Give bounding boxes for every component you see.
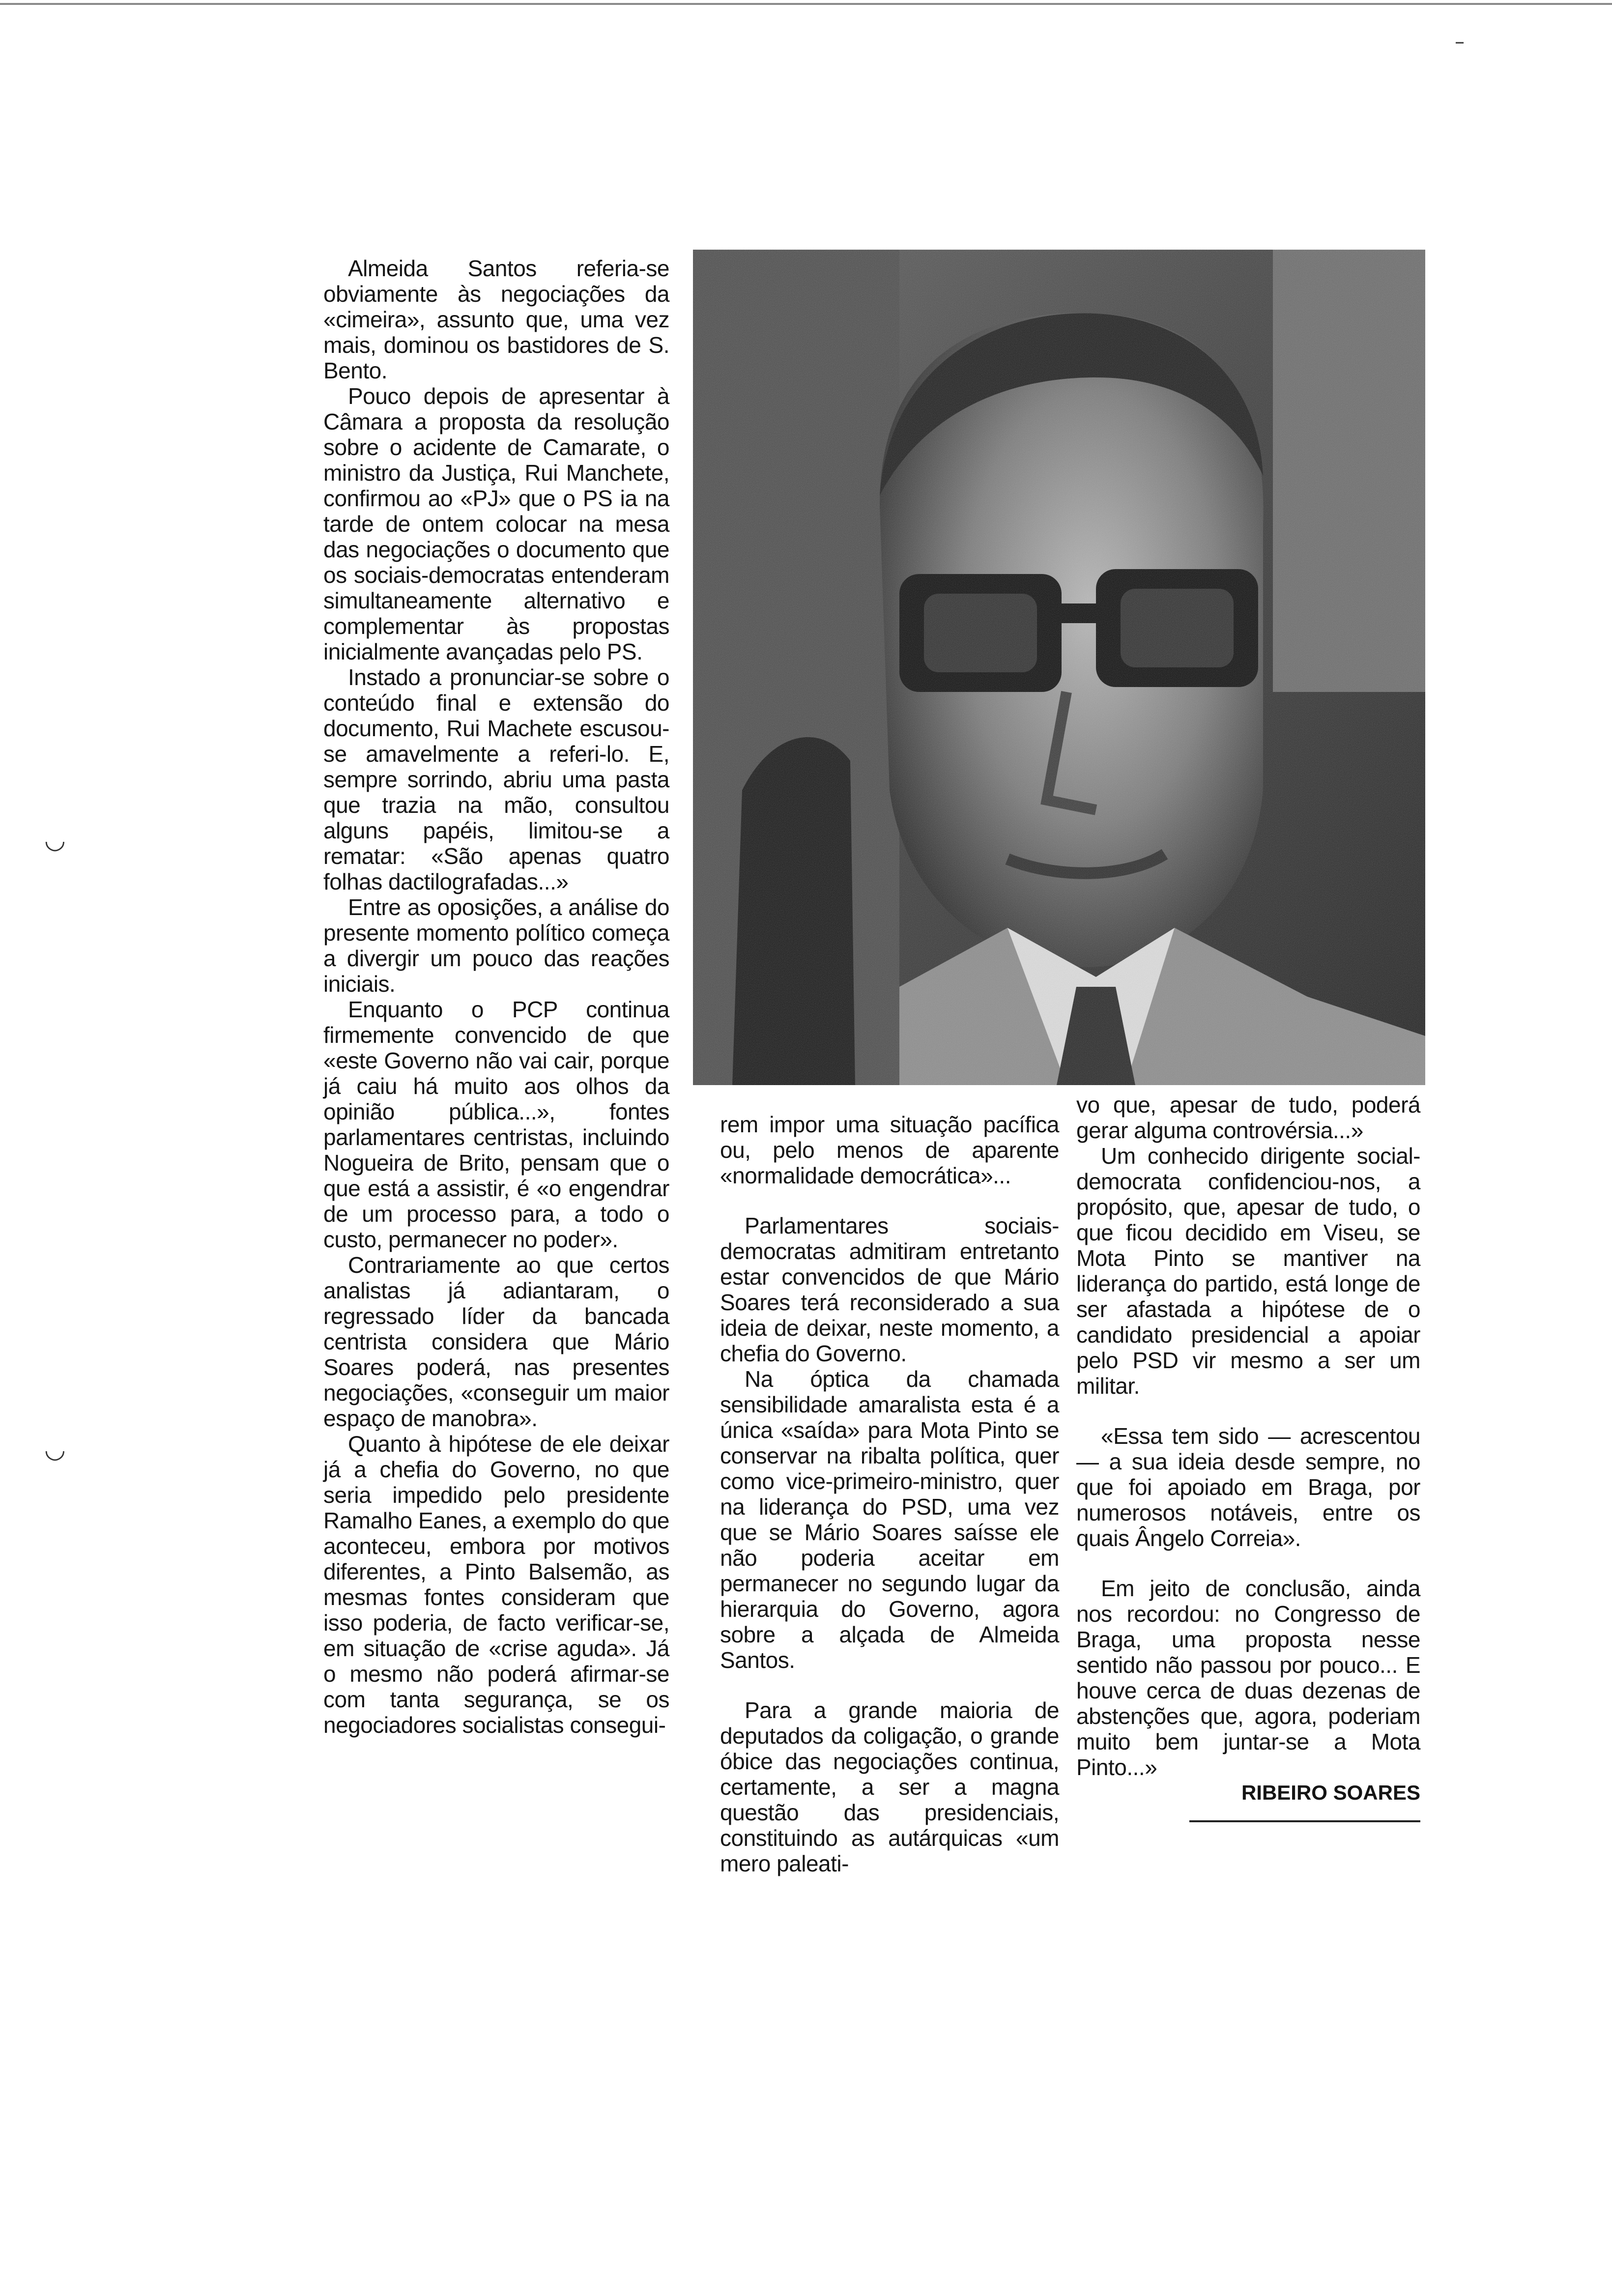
author-byline: RIBEIRO SOARES [1241, 1781, 1420, 1804]
paragraph: Parlamentares sociais-democratas admitiram entretanto estar convencidos de que Mário Soares terá reconsiderado a sua ideia de deixar, neste momento, a chefia do Governo. [720, 1213, 1059, 1366]
paragraph: Para a grande maioria de deputados da coligação, o grande óbice das negociações continua, certamente, a ser a magna questão das presidenciais, constituindo as autárquicas «um mero paleati- [720, 1697, 1059, 1876]
portrait-photo [693, 250, 1425, 1085]
paragraph: Em jeito de conclusão, ainda nos recordou: no Congresso de Braga, uma proposta nesse sentido não passou por pouco... E houve cerca de duas dezenas de abstenções que, agora, poderiam muito bem juntar-se a Mota Pinto...» [1076, 1576, 1420, 1780]
paragraph: Na óptica da chamada sensibilidade amaralista esta é a única «saída» para Mota Pinto se conservar na ribalta política, quer como vice-primeiro-ministro, quer na liderança do PSD, uma vez que se Mário Soares saísse ele não poderia aceitar em permanecer no segundo lugar da hierarquia do Governo, agora sobre a alçada de Almeida Santos. [720, 1366, 1059, 1673]
article-column-2 [720, 1112, 1059, 1876]
article-column-3 [1076, 1092, 1420, 1806]
end-rule [1189, 1820, 1420, 1822]
article-column-1 [323, 256, 669, 1738]
paragraph: Contrariamente ao que certos analistas já adiantaram, o regressado líder da bancada centrista considera que Mário Soares poderá, nas presentes negociações, «conseguir um maior espaço de manobra». [323, 1252, 669, 1431]
paragraph: Instado a pronunciar-se sobre o conteúdo final e extensão do documento, Rui Machete escusou-se amavelmente a referi-lo. E, sempre sorrindo, abriu uma pasta que trazia na mão, consultou alguns papéis, limitou-se a rematar: «São apenas quatro folhas dactilografadas...» [323, 664, 669, 894]
paragraph: «Essa tem sido — acrescentou — a sua ideia desde sempre, no que foi apoiado em Braga, por numerosos notáveis, entre os quais Ângelo Correia». [1076, 1423, 1420, 1551]
paragraph: Um conhecido dirigente social-democrata confidenciou-nos, a propósito, que, apesar de tudo, o que ficou decidido em Viseu, se Mota Pinto se mantiver na liderança do partido, está longe de ser afastada a hipótese de o candidato presidencial a apoiar pelo PSD vir mesmo a ser um militar. [1076, 1143, 1420, 1399]
scan-mark: – [1455, 30, 1465, 53]
portrait-illustration [693, 250, 1425, 1085]
paragraph: vo que, apesar de tudo, poderá gerar alguma controvérsia...» [1076, 1092, 1420, 1143]
paragraph: Quanto à hipótese de ele deixar já a chefia do Governo, no que seria impedido pelo presidente Ramalho Eanes, a exemplo do que aconteceu, embora por motivos diferentes, a Pinto Balsemão, as mesmas fontes consideram que isso poderia, de facto verificar-se, em situação de «crise aguda». Já o mesmo não poderá afirmar-se com tanta segurança, se os negociadores socialistas consegui- [323, 1431, 669, 1738]
paragraph: rem impor uma situação pacífica ou, pelo menos de aparente «normalidade democrática»... [720, 1112, 1059, 1188]
page-top-rule [0, 3, 1612, 5]
scan-mark: ◡ [44, 826, 66, 854]
scan-mark: ◡ [44, 1435, 66, 1464]
paragraph: Pouco depois de apresentar à Câmara a proposta da resolução sobre o acidente de Camarate, o ministro da Justiça, Rui Manchete, confirmou ao «PJ» que o PS ia na tarde de ontem colocar na mesa das negociações o documento que os sociais-democratas entenderam simultaneamente alternativo e complementar às propostas inicialmente avançadas pelo PS. [323, 383, 669, 664]
paragraph: Almeida Santos referia-se obviamente às negociações da «cimeira», assunto que, uma vez mais, dominou os bastidores de S. Bento. [323, 256, 669, 383]
paragraph: Entre as oposições, a análise do presente momento político começa a divergir um pouco das reações iniciais. [323, 894, 669, 997]
paragraph: Enquanto o PCP continua firmemente convencido de que «este Governo não vai cair, porque já caiu há muito aos olhos da opinião pública...», fontes parlamentares centristas, incluindo Nogueira de Brito, pensam que o que está a assistir, é «o engendrar de um processo para, a todo o custo, permanecer no poder». [323, 997, 669, 1252]
